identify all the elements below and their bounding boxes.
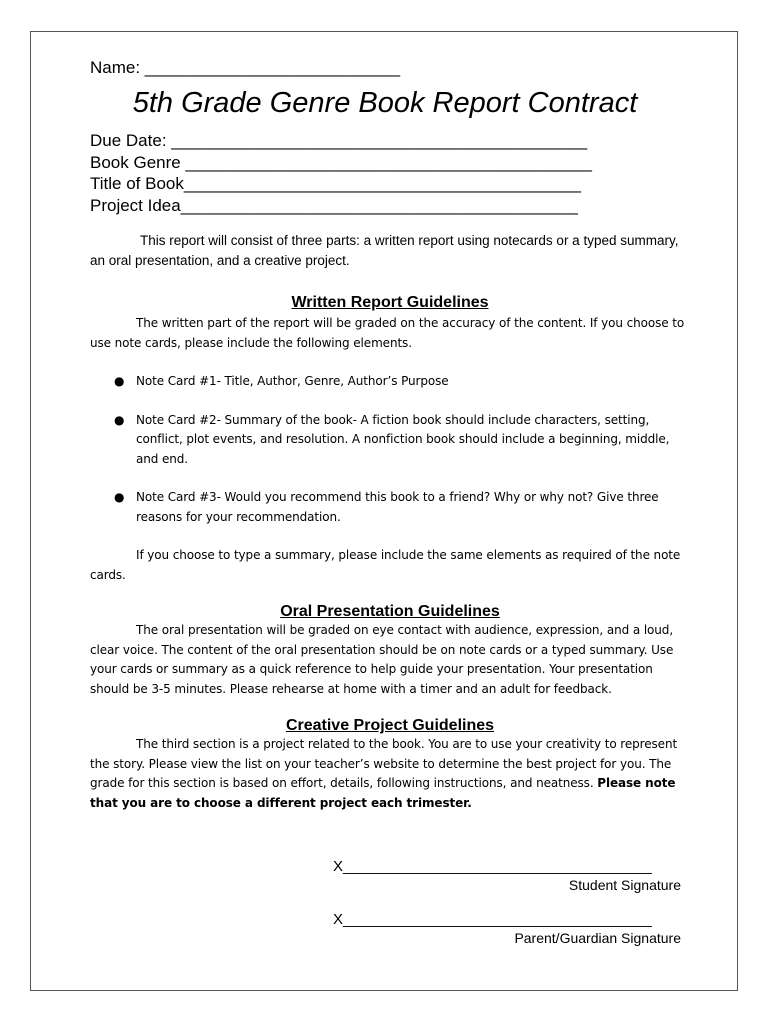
parent-signature-label: Parent/Guardian Signature	[514, 930, 681, 946]
parent-signature-line[interactable]: X_____________________________________	[333, 911, 652, 928]
student-signature-label: Student Signature	[568, 877, 681, 893]
student-signature-block	[333, 858, 681, 894]
creative-project-heading: Creative Project Guidelines	[285, 717, 495, 734]
document-body	[90, 58, 690, 813]
note-card-1-text: Note Card #1- Title, Author, Genre, Author’s Purpose	[136, 374, 449, 388]
note-card-list	[90, 372, 690, 527]
note-card-2-text: Note Card #2- Summary of the book- A fiction book should include characters, setting, conflict, plot events, and resolution. A nonfiction book should include a beginning, middle, and end.	[136, 412, 670, 466]
list-item	[90, 411, 690, 470]
written-report-outro: If you choose to type a summary, please include the same elements as required of the note cards.	[90, 548, 681, 582]
written-report-heading: Written Report Guidelines	[291, 294, 489, 311]
note-card-3-text: Note Card #3- Would you recommend this book to a friend? Why or why not? Give three reasons for your recommendation.	[136, 490, 659, 524]
intro-paragraph: This report will consist of three parts: a written report using notecards or a typed summary, an oral presentation, and a creative project.	[90, 233, 679, 268]
creative-project-body: The third section is a project related to the book. You are to use your creativity to represent the story. Please view the list on your teacher’s website to determine the best project for you. The grade for this section is based on effort, details, following instructions, and neatness.	[90, 737, 678, 790]
creative-project-text	[90, 735, 690, 813]
project-idea-field[interactable]: Project Idea__________________________________________	[90, 195, 578, 215]
book-genre-field[interactable]: Book Genre ___________________________________________	[90, 152, 592, 172]
book-title-field[interactable]: Title of Book__________________________________________	[90, 174, 581, 193]
list-item	[90, 488, 690, 527]
oral-presentation-heading: Oral Presentation Guidelines	[280, 603, 500, 620]
student-signature-line[interactable]: X_____________________________________	[333, 858, 652, 875]
bullet-icon: ●	[114, 412, 125, 427]
oral-presentation-text: The oral presentation will be graded on eye contact with audience, expression, and a loud, clear voice. The content of the oral presentation should be on note cards or a typed summary. Use your cards or summary as a quick reference to help guide your presentation. Your presentation should be 3-5 minutes. Please rehearse at home with a timer and an adult for feedback.	[90, 623, 674, 696]
bullet-icon: ●	[114, 374, 125, 388]
bullet-icon: ●	[114, 490, 125, 504]
name-field[interactable]: Name: ___________________________	[90, 58, 401, 77]
page-title: 5th Grade Genre Book Report Contract	[132, 87, 638, 119]
parent-signature-block	[333, 911, 681, 947]
written-report-intro: The written part of the report will be graded on the accuracy of the content. If you choose to use note cards, please include the following elements.	[90, 316, 685, 350]
due-date-field[interactable]: Due Date: ____________________________________________	[90, 131, 588, 150]
contract-fields	[90, 130, 690, 216]
list-item	[90, 372, 690, 392]
trimester-note: Please note that you are to choose a different project each trimester.	[90, 776, 676, 810]
